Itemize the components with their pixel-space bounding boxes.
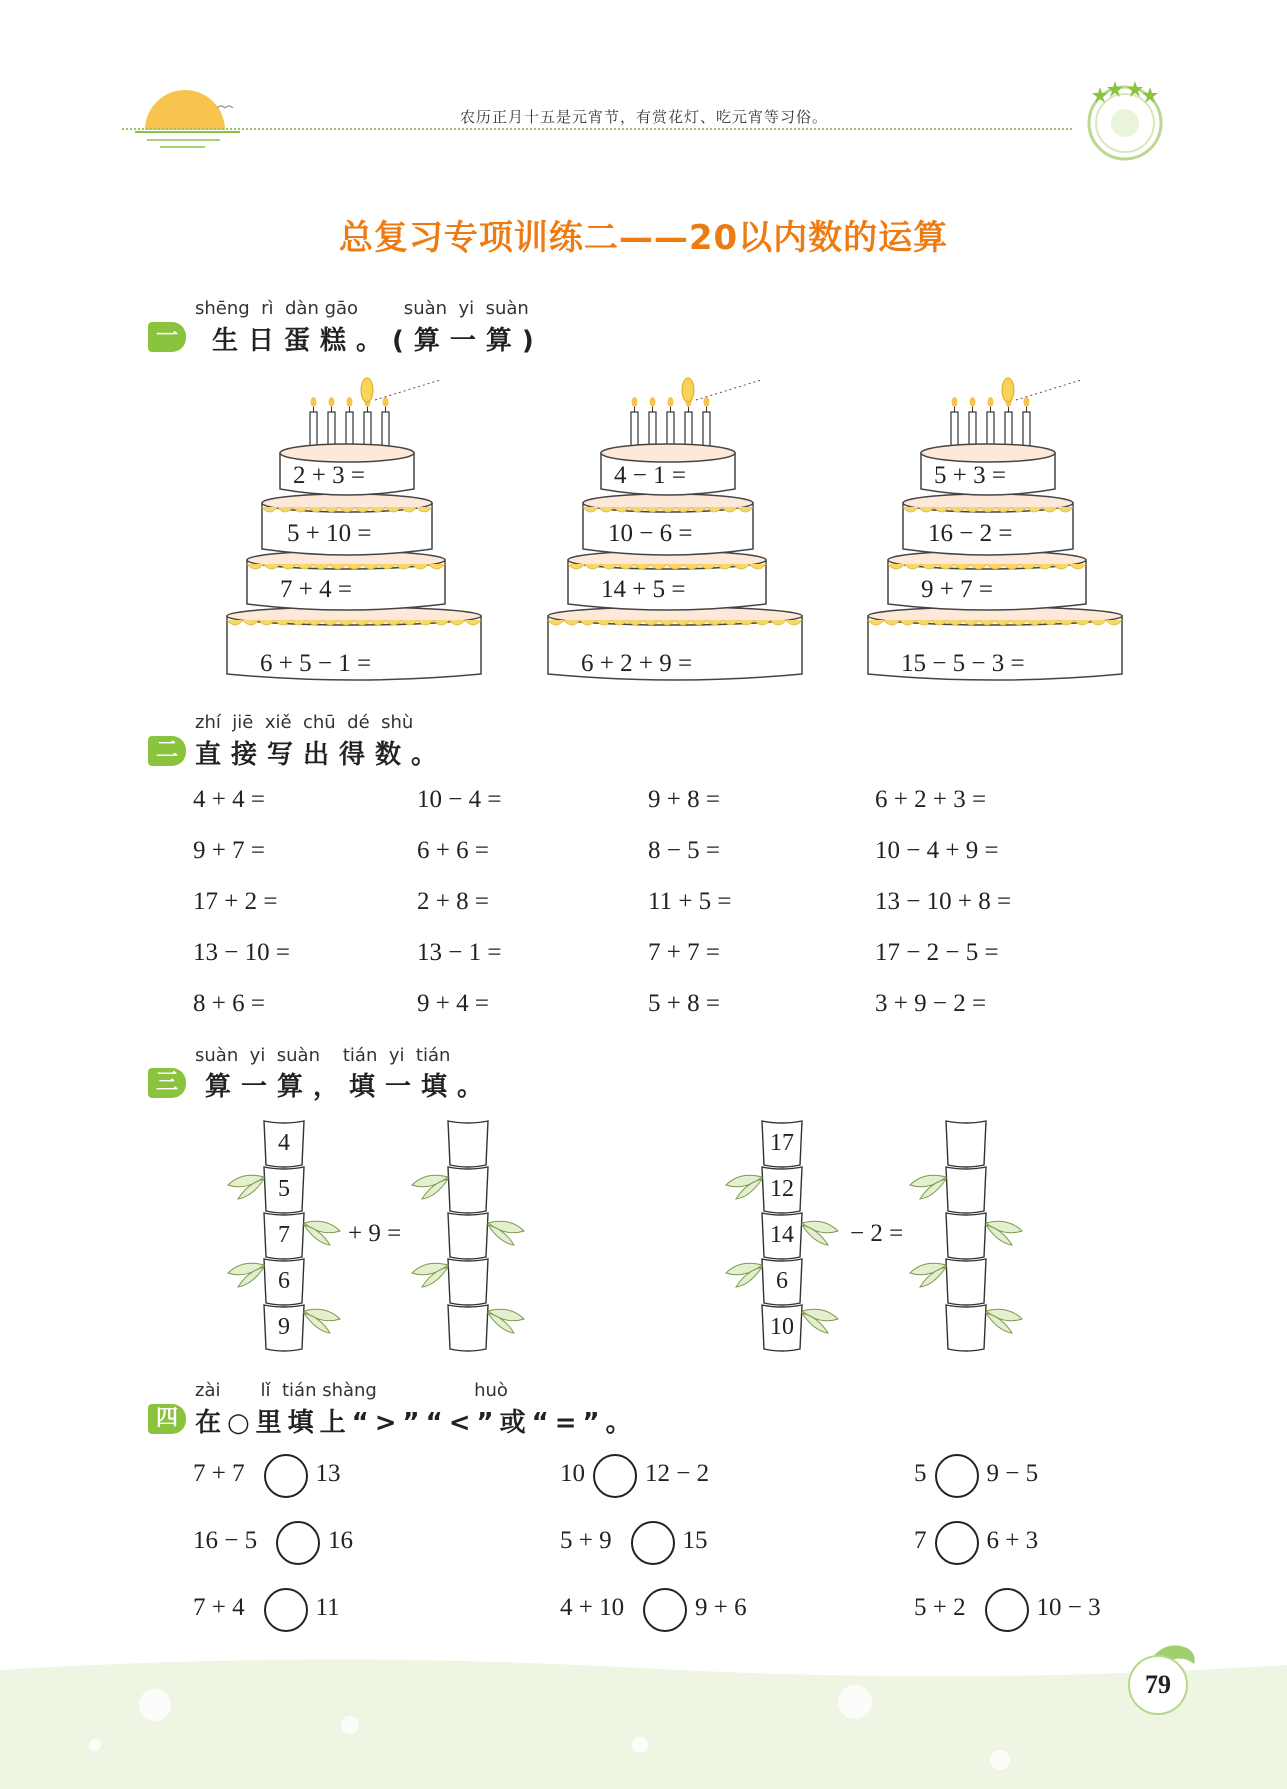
compare-answer-circle[interactable] [264, 1454, 308, 1498]
compare-answer-circle[interactable] [985, 1588, 1029, 1632]
section3-title: 算一算，填一填。 [205, 1072, 494, 1102]
page-number: 79 [1128, 1655, 1188, 1715]
compare-left: 5 + 2 [914, 1594, 966, 1621]
right-answer-stalk-drawing [904, 1115, 1034, 1355]
bamboo-number: 7 [278, 1222, 290, 1248]
compare-right: 16 [328, 1527, 353, 1554]
cake-2-tier-1-expression: 4 − 1 = [614, 462, 686, 489]
bamboo-right-op: − 2 = [850, 1220, 904, 1247]
logo-seal-icon [1080, 75, 1170, 165]
sum-item: 17 + 2 = [193, 888, 278, 915]
compare-left: 7 + 4 [193, 1594, 245, 1621]
compare-answer-circle[interactable] [264, 1588, 308, 1632]
sum-item: 5 + 8 = [648, 990, 720, 1017]
compare-right: 9 + 6 [695, 1594, 747, 1621]
bamboo-number: 10 [770, 1314, 794, 1340]
compare-left: 7 [914, 1527, 927, 1554]
sum-item: 11 + 5 = [648, 888, 732, 915]
cake-3-tier-2-expression: 16 − 2 = [928, 520, 1013, 547]
header-divider [122, 128, 1072, 130]
cake-1-tier-3-expression: 7 + 4 = [280, 576, 352, 603]
bamboo-number: 17 [770, 1130, 794, 1156]
sum-item: 10 − 4 + 9 = [875, 837, 999, 864]
sum-item: 6 + 6 = [417, 837, 489, 864]
compare-right: 6 + 3 [986, 1527, 1039, 1554]
section4-pinyin: zài lǐ tián shàng huò [195, 1380, 508, 1401]
section4-badge: 四 [148, 1404, 186, 1434]
section2-title: 直接写出得数。 [195, 740, 448, 770]
compare-answer-circle[interactable] [935, 1454, 979, 1498]
compare-answer-circle[interactable] [631, 1521, 675, 1565]
section3-pinyin: suàn yi suàn tián yi tián [195, 1045, 451, 1066]
compare-left: 5 [914, 1460, 927, 1487]
cake-2-tier-3-expression: 14 + 5 = [601, 576, 686, 603]
section2-badge: 二 [148, 736, 186, 766]
section1-badge: 一 [148, 322, 186, 352]
compare-answer-circle[interactable] [643, 1588, 687, 1632]
sum-item: 13 − 1 = [417, 939, 502, 966]
compare-left: 7 + 7 [193, 1460, 245, 1487]
compare-left: 5 + 9 [560, 1527, 612, 1554]
bamboo-number: 14 [770, 1222, 794, 1248]
cake-1-tier-2-expression: 5 + 10 = [287, 520, 372, 547]
cake-1-tier-1-expression: 2 + 3 = [293, 462, 365, 489]
compare-right: 12 − 2 [645, 1460, 710, 1487]
cake-2-tier-2-expression: 10 − 6 = [608, 520, 693, 547]
section3-badge: 三 [148, 1068, 186, 1098]
bamboo-left-op: + 9 = [348, 1220, 402, 1247]
cake-1-tier-4-expression: 6 + 5 − 1 = [260, 650, 372, 677]
bamboo-number: 6 [776, 1268, 788, 1294]
compare-right: 13 [315, 1460, 341, 1487]
compare-left: 10 [560, 1460, 585, 1487]
compare-right: 10 − 3 [1036, 1594, 1101, 1621]
left-answer-stalk-drawing [406, 1115, 536, 1355]
compare-right: 15 [682, 1527, 708, 1554]
compare-right: 11 [315, 1594, 340, 1621]
sunrise-icon [135, 80, 245, 150]
bamboo-number: 9 [278, 1314, 290, 1340]
bamboo-number: 5 [278, 1176, 290, 1202]
cake-3-tier-3-expression: 9 + 7 = [921, 576, 993, 603]
compare-right: 9 − 5 [986, 1460, 1039, 1487]
compare-left: 16 − 5 [193, 1527, 258, 1554]
footer-wave [0, 1650, 1287, 1789]
sum-item: 2 + 8 = [417, 888, 489, 915]
header-tip: 农历正月十五是元宵节，有赏花灯、吃元宵等习俗。 [460, 108, 829, 126]
sum-item: 8 + 6 = [193, 990, 265, 1017]
sum-item: 9 + 7 = [193, 837, 265, 864]
sum-item: 4 + 4 = [193, 786, 265, 813]
bamboo-number: 4 [278, 1130, 290, 1156]
cake-2-tier-4-expression: 6 + 2 + 9 = [581, 650, 693, 677]
sum-item: 9 + 8 = [648, 786, 720, 813]
section4-title: 在○里填上“>”“<”或“=”。 [195, 1408, 638, 1438]
cake-3-tier-1-expression: 5 + 3 = [934, 462, 1006, 489]
sum-item: 3 + 9 − 2 = [875, 990, 987, 1017]
sum-item: 13 − 10 = [193, 939, 290, 966]
sum-item: 7 + 7 = [648, 939, 720, 966]
compare-answer-circle[interactable] [593, 1454, 637, 1498]
bamboo-number: 12 [770, 1176, 794, 1202]
section1-pinyin: shēng rì dàn gāo suàn yi suàn [195, 298, 529, 319]
compare-left: 4 + 10 [560, 1594, 625, 1621]
cake-3-tier-4-expression: 15 − 5 − 3 = [901, 650, 1025, 677]
bamboo-number: 6 [278, 1268, 290, 1294]
sum-item: 17 − 2 − 5 = [875, 939, 999, 966]
compare-answer-circle[interactable] [276, 1521, 320, 1565]
compare-answer-circle[interactable] [935, 1521, 979, 1565]
page-title: 总复习专项训练二——20以内数的运算 [338, 218, 949, 258]
sum-item: 9 + 4 = [417, 990, 489, 1017]
sum-item: 13 − 10 + 8 = [875, 888, 1012, 915]
sum-item: 8 − 5 = [648, 837, 720, 864]
sum-item: 6 + 2 + 3 = [875, 786, 987, 813]
sum-item: 10 − 4 = [417, 786, 502, 813]
section2-pinyin: zhí jiē xiě chū dé shù [195, 712, 414, 733]
section1-title: 生日蛋糕。(算一算) [212, 326, 544, 356]
